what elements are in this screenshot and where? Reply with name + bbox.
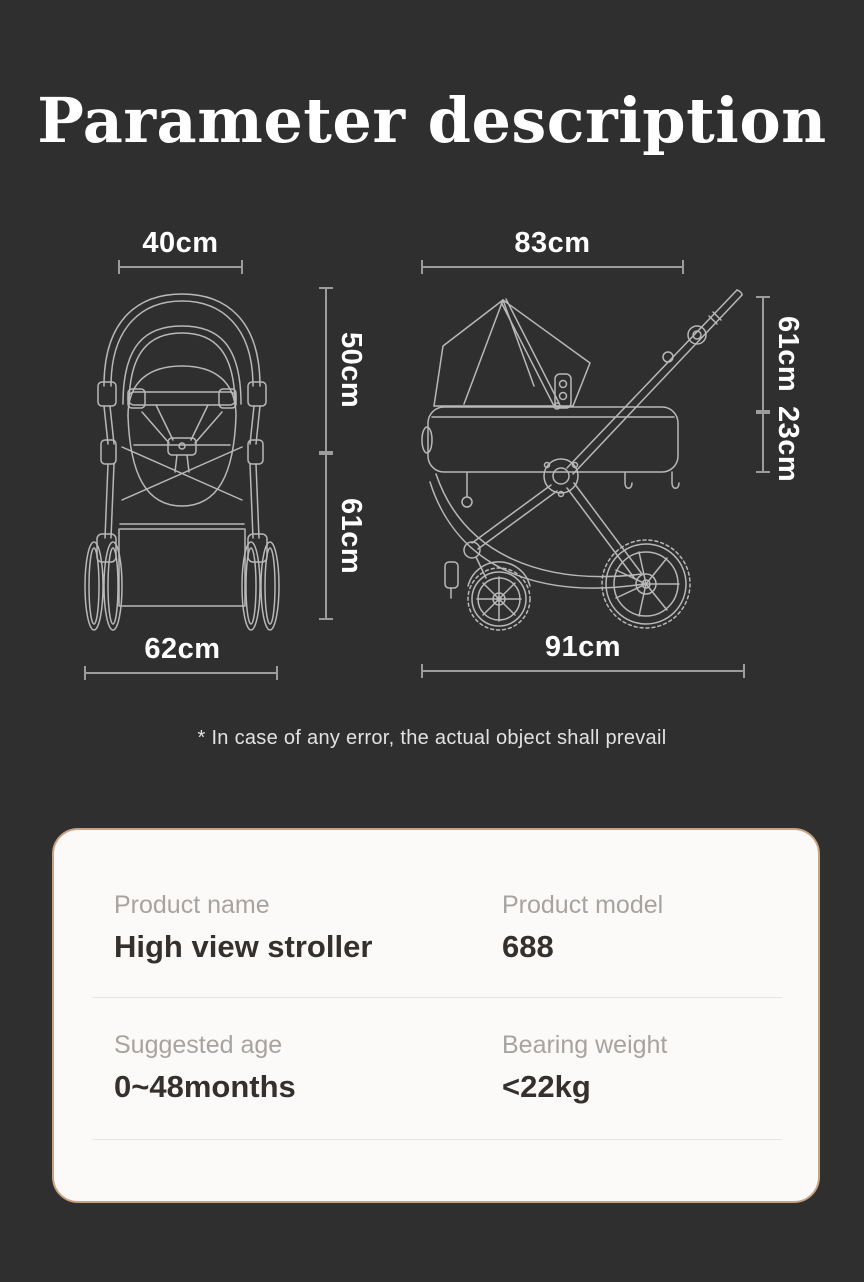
dim-label-side-lower-height: 23cm	[771, 405, 804, 483]
dim-label-side-bottom-width: 91cm	[544, 631, 622, 663]
dim-line-front-top-width	[118, 266, 243, 268]
product-name-value: High view stroller	[114, 929, 373, 964]
dim-label-side-upper-height: 61cm	[771, 315, 804, 393]
bearing-weight-label: Bearing weight	[502, 1031, 668, 1059]
dim-line-side-lower-height	[762, 412, 764, 473]
dim-label-front-lower-height: 61cm	[334, 498, 367, 575]
card-divider-1	[92, 997, 782, 998]
card-divider-2	[92, 1139, 782, 1140]
stroller-front-view-drawing	[84, 282, 280, 632]
product-name-label: Product name	[114, 891, 270, 919]
dim-line-front-bottom-width	[84, 672, 278, 674]
bearing-weight-value: <22kg	[502, 1069, 591, 1104]
dim-line-side-bottom-width	[421, 670, 745, 672]
dim-label-side-top-width: 83cm	[514, 227, 591, 259]
disclaimer-note: * In case of any error, the actual object shall prevail	[197, 727, 667, 749]
dim-line-front-upper-height	[325, 287, 327, 453]
stroller-side-view-drawing	[416, 286, 748, 642]
suggested-age-value: 0~48months	[114, 1069, 296, 1104]
dim-label-front-top-width: 40cm	[142, 227, 219, 259]
dim-line-front-lower-height	[325, 453, 327, 620]
suggested-age-label: Suggested age	[114, 1031, 283, 1059]
product-model-value: 688	[502, 929, 554, 964]
page-title: Parameter description	[37, 84, 827, 157]
dim-label-front-bottom-width: 62cm	[144, 633, 221, 665]
dim-line-side-upper-height	[762, 296, 764, 412]
spec-card	[52, 828, 820, 1203]
dim-label-front-upper-height: 50cm	[334, 331, 367, 409]
product-model-label: Product model	[502, 891, 664, 919]
dim-line-side-top-width	[421, 266, 684, 268]
